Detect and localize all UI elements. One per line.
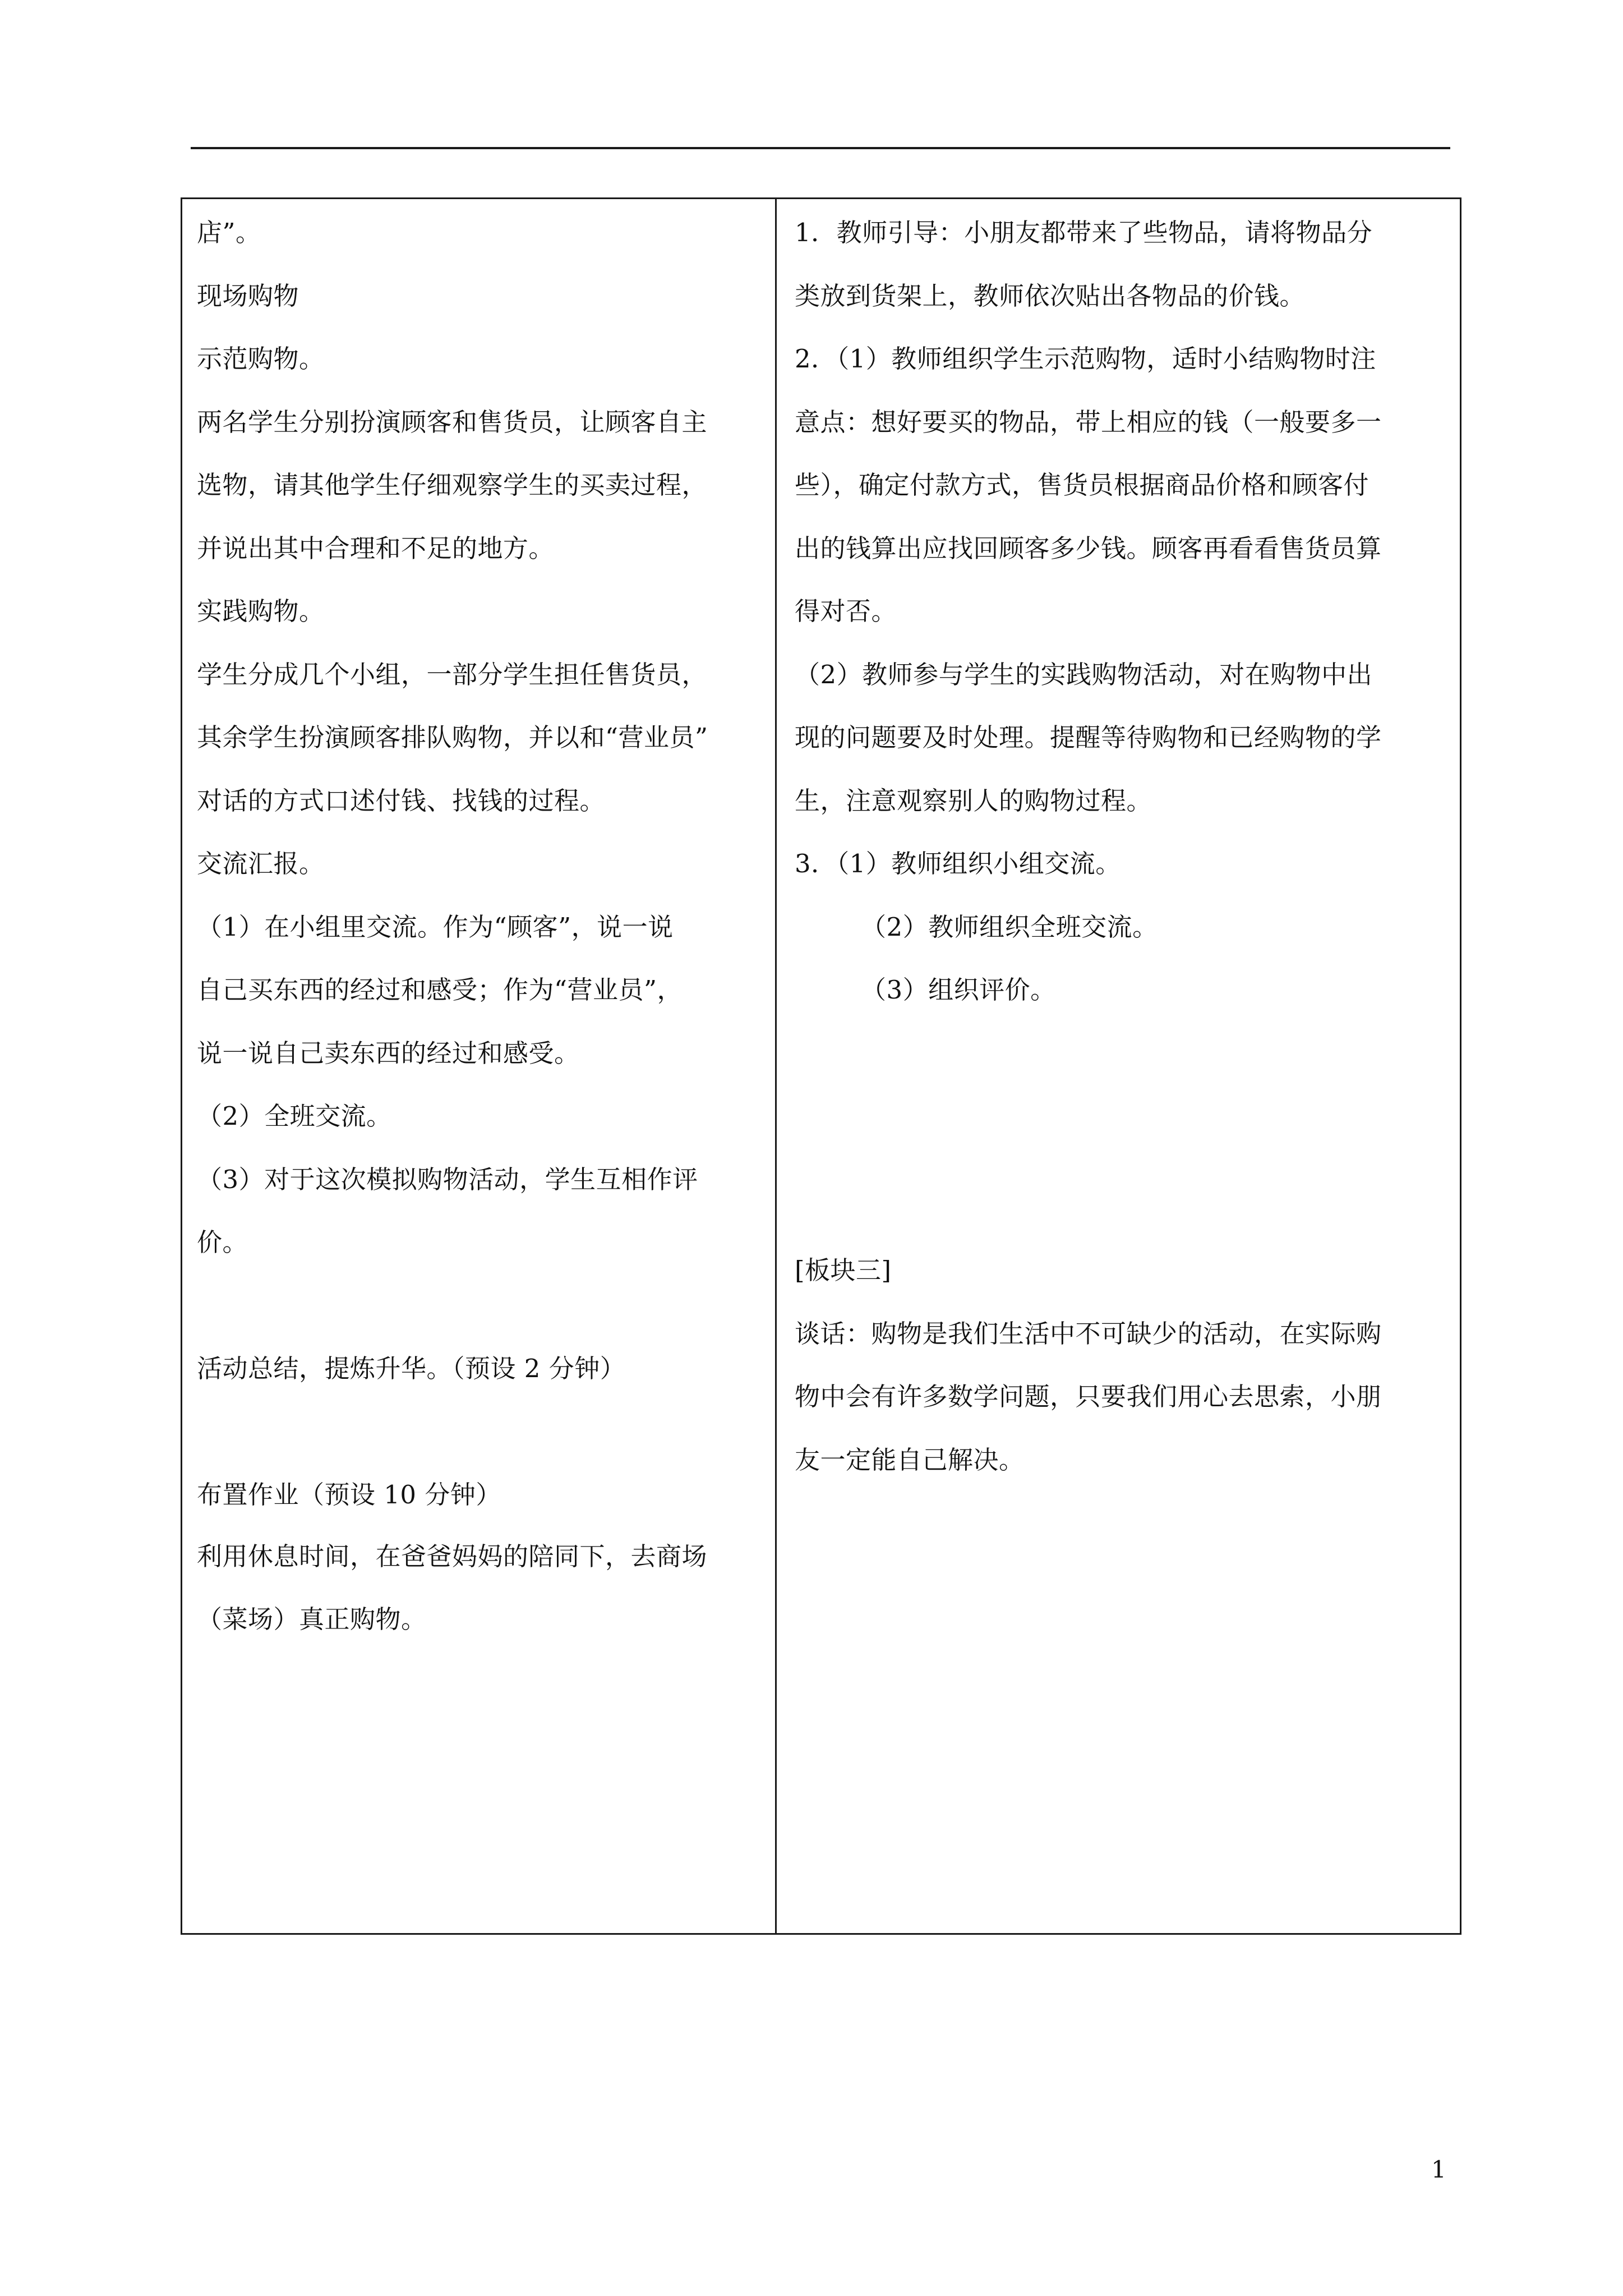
text-line: （2）教师组织全班交流。 [861, 912, 1158, 942]
text-line: （2）全班交流。 [197, 1101, 392, 1131]
text-line: 选物，请其他学生仔细观察学生的买卖过程， [197, 470, 708, 500]
text-line: 活动总结，提炼升华。（预设 2 分钟） [197, 1354, 626, 1383]
text-line: 出的钱算出应找回顾客多少钱。顾客再看看售货员算 [795, 533, 1382, 563]
text-line: 得对否。 [795, 596, 897, 626]
text-line: 学生分成几个小组，一部分学生担任售货员， [197, 660, 708, 689]
text-line: 2．（1）教师组织学生示范购物，适时小结购物时注 [795, 344, 1376, 374]
text-line: （菜场）真正购物。 [197, 1604, 427, 1634]
text-line: （3）组织评价。 [861, 975, 1056, 1005]
text-line: 两名学生分别扮演顾客和售货员，让顾客自主 [197, 407, 708, 437]
text-line: 现的问题要及时处理。提醒等待购物和已经购物的学 [795, 723, 1382, 752]
text-line: 生，注意观察别人的购物过程。 [795, 786, 1152, 816]
text-line: 物中会有许多数学问题，只要我们用心去思索，小朋 [795, 1382, 1382, 1411]
text-line: 意点：想好要买的物品，带上相应的钱（一般要多一 [795, 407, 1382, 437]
text-line: 示范购物。 [197, 344, 325, 374]
text-line: 并说出其中合理和不足的地方。 [197, 533, 555, 563]
text-line: 些），确定付款方式，售货员根据商品价格和顾客付 [795, 470, 1370, 500]
text-line: 价。 [197, 1227, 248, 1257]
text-line: 其余学生扮演顾客排队购物，并以和“营业员” [197, 723, 708, 752]
text-line: 交流汇报。 [197, 849, 325, 878]
text-line: 说一说自己卖东西的经过和感受。 [197, 1038, 580, 1068]
text-line: （3）对于这次模拟购物活动，学生互相作评 [197, 1165, 698, 1194]
text-line: 3．（1）教师组织小组交流。 [795, 849, 1121, 878]
section-label: [板块三] [795, 1255, 892, 1285]
text-line: 类放到货架上，教师依次贴出各物品的价钱。 [795, 281, 1306, 311]
text-line: 现场购物 [197, 281, 299, 311]
text-line: 1．教师引导：小朋友都带来了些物品，请将物品分 [795, 218, 1373, 247]
text-line: 友一定能自己解决。 [795, 1445, 1025, 1475]
text-line: （1）在小组里交流。作为“顾客”，说一说 [197, 912, 674, 942]
text-line: 对话的方式口述付钱、找钱的过程。 [197, 786, 606, 816]
page-number: 1 [1431, 2156, 1446, 2183]
text-line: 实践购物。 [197, 596, 325, 626]
header-rule [191, 147, 1450, 149]
text-line: 自己买东西的经过和感受；作为“营业员”， [197, 975, 683, 1005]
text-line: （2）教师参与学生的实践购物活动，对在购物中出 [795, 660, 1373, 689]
text-line: 谈话：购物是我们生活中不可缺少的活动，在实际购 [795, 1319, 1382, 1349]
text-line: 布置作业（预设 10 分钟） [197, 1480, 501, 1510]
teacher-column [777, 199, 1460, 1933]
lesson-plan-table [181, 197, 1461, 1935]
activity-column [182, 199, 776, 1933]
text-line: 利用休息时间，在爸爸妈妈的陪同下，去商场 [197, 1542, 708, 1571]
text-line: 店”。 [197, 218, 261, 247]
